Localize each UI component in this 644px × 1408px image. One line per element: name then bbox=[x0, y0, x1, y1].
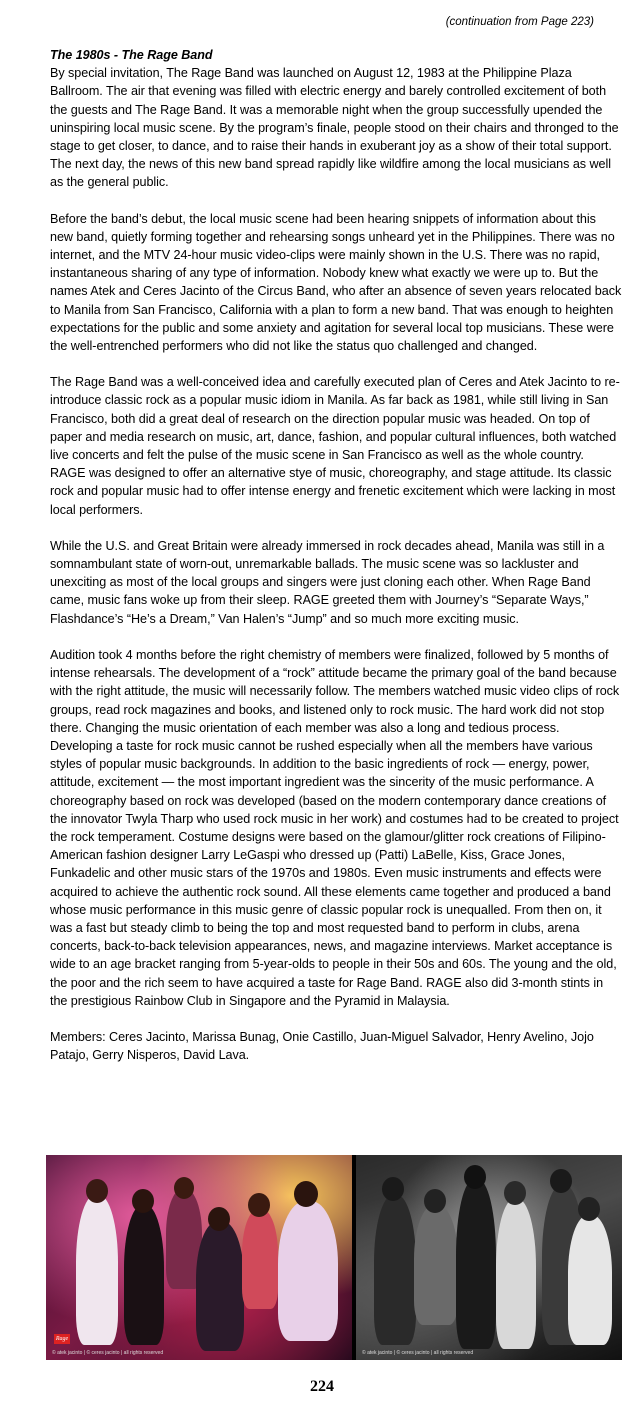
band-photo-color bbox=[46, 1155, 352, 1360]
continuation-note: (continuation from Page 223) bbox=[445, 16, 594, 28]
band-photo-bw bbox=[356, 1155, 622, 1360]
paragraph: Audition took 4 months before the right chemistry of members were finalized, followed by 5 months of intense rehearsals. The development of a “rock” attitude became the primary goal of the band because with the right attitude, the music will necessarily follow. The members watched music video clips of rock groups, read rock magazines and books, and listened only to rock music. The hard work did not stop there. Changing the music orientation of each member was also a long and tedious process. Developing a taste for rock music cannot be rushed especially when all the members have various styles of popular music backgrounds. In addition to the basic ingredients of rock — energy, power, attitude, excitement — the most important ingredient was the sincerity of the music performance. A choreography based on rock was developed (based on the modern contemporary dance creations of the innovator Twyla Tharp who used rock music in her work) and costumes had to be created to project the rock temperament. Costume designs were based on the glamour/glitter rock creations of Filipino-American fashion designer Larry LeGaspi who dressed up (Patti) LaBelle, Kiss, Grace Jones, Funkadelic and other music stars of the 1970s and 1980s. Even music instruments and effects were acquired to achieve the authentic rock sound. All these elements came together and produced a band whose music performance in this music genre of classic popular rock is unequalled. From then on, it was a fast but steady climb to being the top and most requested band to perform in clubs, arena concerts, back-to-back television appearances, news, and magazine interviews. Market acceptance is wide to an age bracket ranging from 5-year-olds to people in their 50s and 60s. The young and the old, the poor and the rich seem to have acquired a taste for Rage Band. RAGE also did 3-month stints in the prestigious Rainbow Club in Singapore and the Pyramid in Malaysia. bbox=[50, 647, 620, 1008]
members-list: Members: Ceres Jacinto, Marissa Bunag, Onie Castillo, Juan-Miguel Salvador, Henry Avelino, Jojo Patajo, Gerry Nisperos, David Lava. bbox=[50, 1029, 594, 1063]
paragraph: Before the band’s debut, the local music scene had been hearing snippets of information about this new band, quietly forming together and rehearsing songs unheard yet in the Philippines. There was no internet, and the MTV 24-hour music video-clips were mainly shown in the U.S. There was no rapid, instantaneous sharing of any type of information. Nobody knew what exactly we were up to. But the names Atek and Ceres Jacinto of the Circus Band, who after an absence of seven years relocated back to Manila from San Francisco, California with a plan to form a new band. That was enough to heighten expectations for the public and some anxiety and agitation for several local top musicians. These were the well-entrenched performers who did not like the status quo challenged and changed. bbox=[50, 211, 622, 354]
page-number: 224 bbox=[310, 1378, 334, 1395]
article-title: The 1980s - The Rage Band bbox=[50, 48, 213, 62]
paragraph: The Rage Band was a well-conceived idea and carefully executed plan of Ceres and Atek Jacinto to re-introduce classic rock as a popular music idiom in Manila. As far back as 1981, while still living in San Francisco, both did a great deal of research on the direction popular music was headed. On top of paper and media research on music, art, dance, fashion, and popular cultural influences, both watched live concerts and felt the pulse of the music scene in San Francisco as well as the whole country. RAGE was designed to offer an alternative stye of music, choreography, and stage attitude. Its classic rock and popular music had to offer intense energy and frenetic excitement which were lacking in most local performers. bbox=[50, 375, 620, 517]
paragraph: While the U.S. and Great Britain were already immersed in rock decades ahead, Manila was still in a somnambulant state of worn-out, unremarkable ballads. The music scene was so lackluster and unexciting as most of the local groups and singers were just cloning each other. When Rage Band came, music fans woke up from their sleep. RAGE greeted them with Journey’s “Separate Ways,” Flashdance’s “He’s a Dream,” Van Halen’s “Jump” and so much more exciting music. bbox=[50, 538, 605, 626]
rage-logo: Rage bbox=[55, 1336, 69, 1342]
band-photos bbox=[46, 1155, 622, 1360]
photo-credit: © atek jacinto | © ceres jacinto | all rights reserved bbox=[362, 1350, 474, 1356]
paragraph: By special invitation, The Rage Band was launched on August 12, 1983 at the Philippine Plaza Ballroom. The air that evening was filled with electric energy and barely controlled excitement of both the guests and The Rage Band. It was a memorable night when the group successfully upended the uninspiring local music scene. By the program’s finale, people stood on their chairs and thronged to the stage to get closer, to dance, and to raise their hands in exuberant joy as a show of their total support. The next day, the news of this new band spread rapidly like wildfire among the local musicians as well as the general public. bbox=[50, 66, 619, 190]
photo-credit: © atek jacinto | © ceres jacinto | all rights reserved bbox=[52, 1350, 164, 1356]
article bbox=[50, 46, 622, 1082]
